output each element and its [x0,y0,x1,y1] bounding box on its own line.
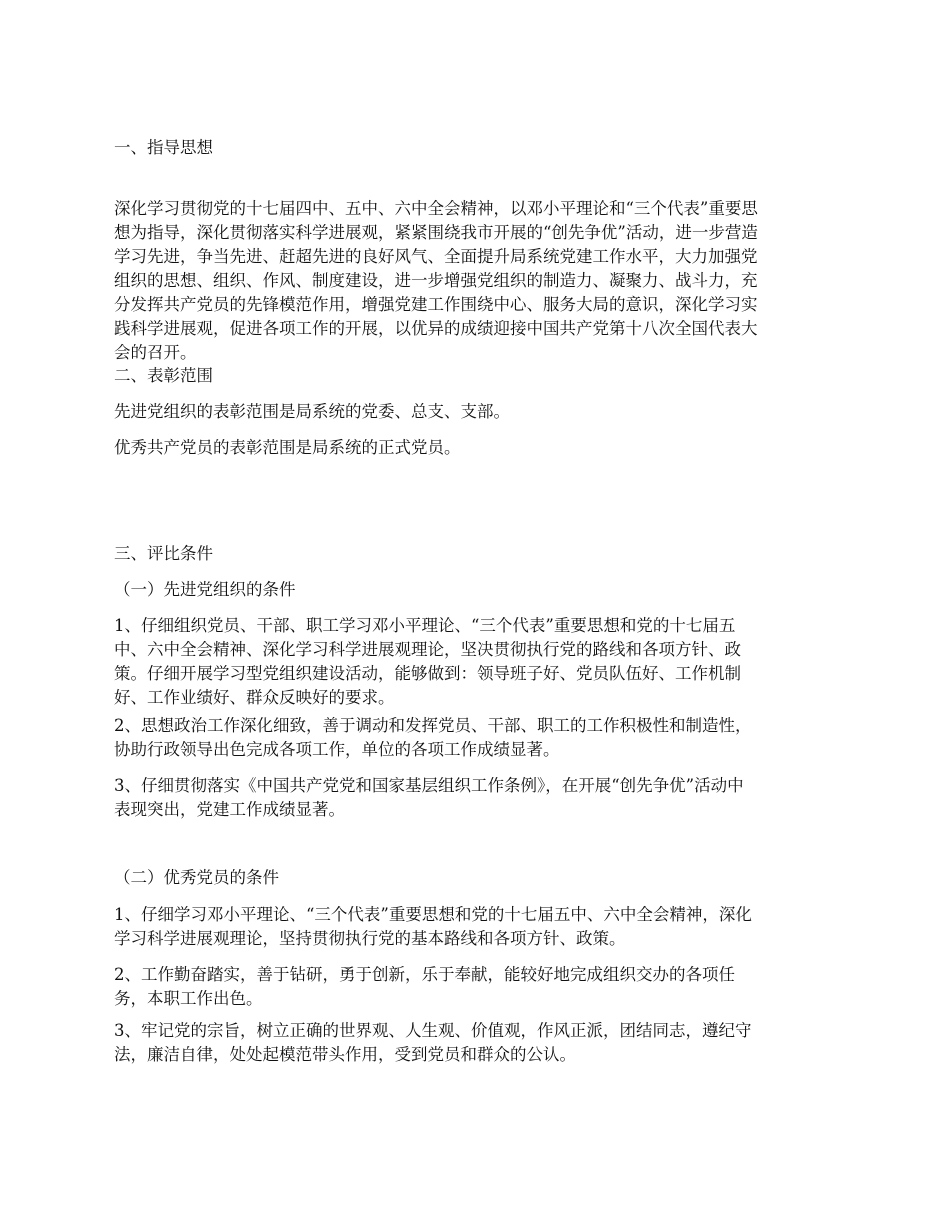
subheading-advanced-organization: （一）先进党组织的条件 [114,580,296,599]
subheading-excellent-member: （二）优秀党员的条件 [114,868,279,887]
section-heading-evaluation-criteria: 三、评比条件 [114,544,213,563]
section-heading-commendation-scope: 二、表彰范围 [114,366,213,385]
paragraph-member-criterion-2: 2、工作勤奋踏实，善于钻研，勇于创新，乐于奉献，能较好地完成组织交办的各项任 务，本职工作出色。 [114,965,735,1008]
paragraph-org-criterion-2: 2、思想政治工作深化细致，善于调动和发挥党员、干部、职工的工作积极性和制造性， 协助行政领导出色完成各项工作，单位的各项工作成绩显著。 [114,716,752,759]
paragraph-member-criterion-3: 3、牢记党的宗旨，树立正确的世界观、人生观、价值观，作风正派，团结同志，遵纪守 法，廉洁自律，处处起模范带头作用，受到党员和群众的公认。 [114,1021,752,1064]
section-heading-guiding-ideology: 一、指导思想 [114,138,213,157]
paragraph-member-criterion-1: 1、仔细学习邓小平理论、“三个代表”重要思想和党的十七届五中、六中全会精神，深化 学习科学进展观理论，坚持贯彻执行党的基本路线和各项方针、政策。 [114,905,752,948]
paragraph-guiding-ideology: 深化学习贯彻党的十七届四中、五中、六中全会精神，以邓小平理论和“三个代表”重要思 想为指导，深化贯彻落实科学进展观，紧紧围绕我市开展的“创先争优”活动，进一步营造 学习先进，争当先进、赶超先进的良好风气、全面提升局系统党建工作水平，大力加强党 组织的思想、组织、作风、制度建设，进一步增强党组织的制造力、凝聚力、战斗力，充 分发挥共产党员的先锋模范作用，增强党建工作围绕中心、服务大局的意识，深化学习实 践科学进展观，促进各项工作的开展，以优异的成绩迎接中国共产党第十八次全国代表大 会的召开。 [114,199,758,362]
paragraph-org-criterion-3: 3、仔细贯彻落实《中国共产党党和国家基层组织工作条例》，在开展“创先争优”活动中 表现突出，党建工作成绩显著。 [114,776,744,819]
paragraph-scope-members: 优秀共产党员的表彰范围是局系统的正式党员。 [114,438,461,457]
paragraph-scope-organizations: 先进党组织的表彰范围是局系统的党委、总支、支部。 [114,402,510,421]
paragraph-org-criterion-1: 1、仔细组织党员、干部、职工学习邓小平理论、“三个代表”重要思想和党的十七届五 中、六中全会精神、深化学习科学进展观理论，坚决贯彻执行党的路线和各项方针、政 策。仔细开展学习型党组织建设活动，能够做到：领导班子好、党员队伍好、工作机制 好、工作业绩好、群众反映好的要求。 [114,616,741,707]
